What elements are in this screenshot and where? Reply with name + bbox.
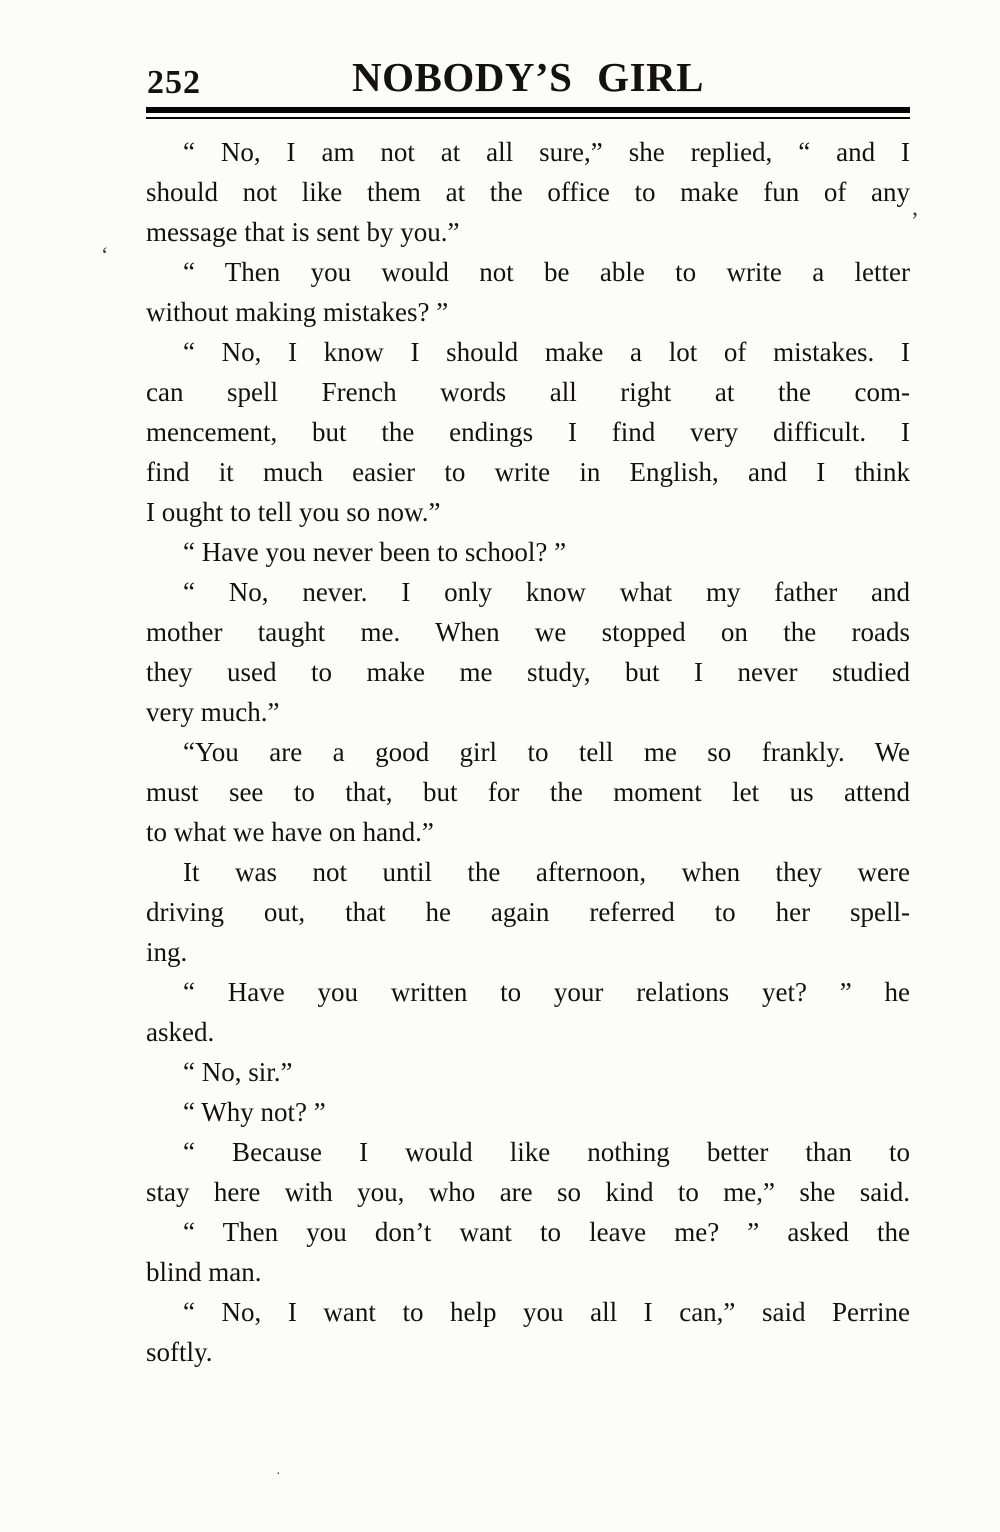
text-line: mother taught me. When we stopped on the roads <box>146 617 910 647</box>
text-line: “ Because I would like nothing better than to <box>183 1137 910 1167</box>
scan-artifact-mark: ‘ <box>101 242 109 267</box>
text-line: must see to that, but for the moment let us attend <box>146 777 910 807</box>
rule-thick-line <box>146 107 910 113</box>
text-line: very much.” <box>146 697 280 727</box>
text-line: driving out, that he again referred to her spell- <box>146 897 910 927</box>
text-line: should not like them at the office to make fun of any <box>146 177 910 207</box>
header-double-rule <box>146 107 910 119</box>
text-line: find it much easier to write in English, and I think <box>146 457 910 487</box>
page-header <box>146 0 910 106</box>
text-line: “You are a good girl to tell me so frankly. We <box>183 737 910 767</box>
text-line: without making mistakes? ” <box>146 297 449 327</box>
text-line: “ No, sir.” <box>183 1057 293 1087</box>
text-line: “ Why not? ” <box>183 1097 326 1127</box>
text-line: “ No, I am not at all sure,” she replied, “ and I <box>183 137 910 167</box>
text-line: stay here with you, who are so kind to me,” she said. <box>146 1177 910 1207</box>
text-line: mencement, but the endings I find very difficult. I <box>146 417 910 447</box>
text-line: message that is sent by you.” <box>146 217 460 247</box>
text-line: can spell French words all right at the com- <box>146 377 910 407</box>
text-line: “ No, never. I only know what my father and <box>183 577 910 607</box>
page-body <box>146 132 910 1372</box>
text-line: ing. <box>146 937 188 967</box>
text-line: asked. <box>146 1017 215 1047</box>
text-line: “ No, I know I should make a lot of mistakes. I <box>183 337 910 367</box>
text-line: “ Have you written to your relations yet? ” he <box>183 977 910 1007</box>
text-line: they used to make me study, but I never studied <box>146 657 910 687</box>
running-title: NOBODY’S GIRL <box>352 54 704 100</box>
scan-artifact-comma: , <box>912 195 918 221</box>
scan-artifact-speck: · <box>276 1467 281 1482</box>
text-line: I ought to tell you so now.” <box>146 497 441 527</box>
text-line: “ Then you would not be able to write a letter <box>183 257 910 287</box>
text-line: softly. <box>146 1337 213 1367</box>
text-line: It was not until the afternoon, when they were <box>183 857 910 887</box>
text-line: “ Have you never been to school? ” <box>183 537 567 567</box>
text-line: blind man. <box>146 1257 262 1287</box>
page-number: 252 <box>147 64 201 101</box>
text-line: to what we have on hand.” <box>146 817 434 847</box>
rule-thin-line <box>146 117 910 119</box>
text-line: “ Then you don’t want to leave me? ” asked the <box>183 1217 910 1247</box>
text-line: “ No, I want to help you all I can,” said Perrine <box>183 1297 910 1327</box>
